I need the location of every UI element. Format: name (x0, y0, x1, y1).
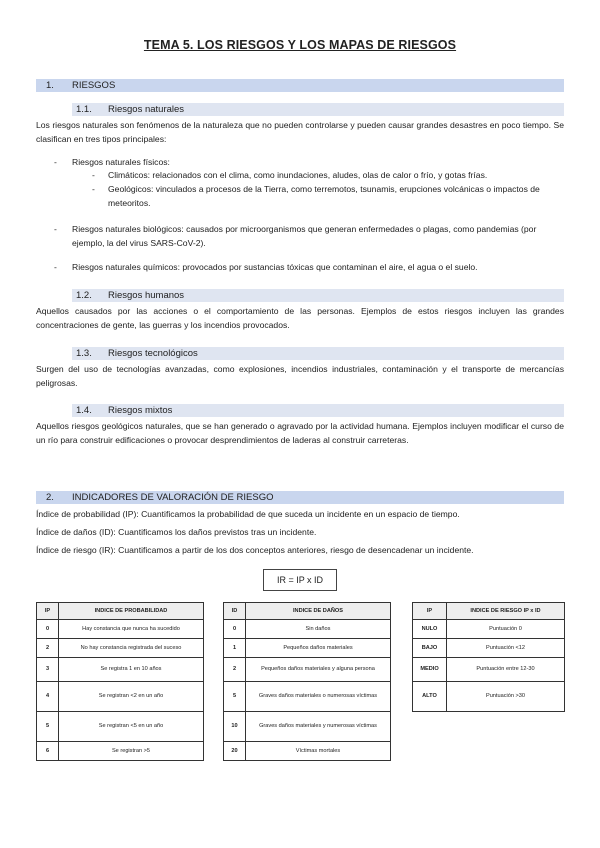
table-row (37, 658, 204, 682)
table-cell: No hay constancia registrada del suceso (59, 639, 204, 658)
bullet-quimicos (54, 261, 564, 275)
subsection-number: 1.4. (76, 405, 92, 416)
subsection-heading-riesgos-humanos (72, 289, 564, 302)
subsection-label: Riesgos naturales (108, 104, 185, 115)
table-cell: Víctimas mortales (246, 742, 391, 761)
table-row (224, 712, 391, 742)
section-label: RIESGOS (72, 80, 116, 91)
subsection-label: Riesgos humanos (108, 290, 185, 301)
table-cell: Puntuación entre 12-30 (447, 658, 565, 682)
section-number: 2. (46, 492, 54, 503)
table-cell: Pequeños daños materiales (246, 639, 391, 658)
mixed-risks-text: Aquellos riesgos geológicos naturales, que se han generado o agravado por la actividad humana. Ejemplos incluyen modificar el curso de un río para construir edificaciones o provocar desprendimientos de laderas al construir carreteras. (36, 421, 564, 445)
table-cell: 5 (224, 682, 246, 712)
table-cell: 0 (224, 620, 246, 639)
subsection-heading-riesgos-naturales (72, 103, 564, 116)
table-cell: 0 (37, 620, 59, 639)
subsection-number: 1.3. (76, 348, 92, 359)
bullet-dash: - (54, 262, 57, 272)
table-cell: Se registra 1 en 10 años (59, 658, 204, 682)
bullet-geologicos (92, 183, 564, 210)
table-cell: 20 (224, 742, 246, 761)
table-cell: Hay constancia que nunca ha sucedido (59, 620, 204, 639)
table-row (224, 639, 391, 658)
subsection-heading-riesgos-tecnologicos (72, 347, 564, 360)
table-cell: Se registran >5 (59, 742, 204, 761)
table-header-row (37, 603, 204, 620)
table-header-cell: ID (224, 603, 246, 620)
table-cell: Puntuación >30 (447, 682, 565, 712)
table-row (413, 658, 565, 682)
table-cell: Se registran <2 en un año (59, 682, 204, 712)
table-cell: 10 (224, 712, 246, 742)
table-row (224, 658, 391, 682)
table-header-cell: INDICE DE RIESGO IP x ID (447, 603, 565, 620)
ip-definition: Índice de probabilidad (IP): Cuantificamos la probabilidad de que suceda un incidente en un espacio de tiempo. (36, 509, 460, 519)
probability-table (36, 602, 204, 761)
table-cell: Graves daños materiales o numerosas víctimas (246, 682, 391, 712)
table-cell: 1 (224, 639, 246, 658)
table-cell: Graves daños materiales y numerosas víctimas (246, 712, 391, 742)
table-cell: Puntuación <12 (447, 639, 565, 658)
table-cell: NULO (413, 620, 447, 639)
table-header-cell: INDICE DE DAÑOS (246, 603, 391, 620)
table-row (413, 639, 565, 658)
bullet-biologicos (54, 223, 564, 250)
table-row (413, 620, 565, 639)
subsection-label: Riesgos mixtos (108, 405, 173, 416)
table-cell: Puntuación 0 (447, 620, 565, 639)
tech-risks-text: Surgen del uso de tecnologías avanzadas, como explosiones, incendios industriales, contaminación y el transporte de mercancías peligrosas. (36, 364, 564, 388)
table-header-row (413, 603, 565, 620)
section-heading-riesgos (36, 79, 564, 92)
table-row (37, 639, 204, 658)
subsection-heading-riesgos-mixtos (72, 404, 564, 417)
section-number: 1. (46, 80, 54, 91)
table-row (224, 682, 391, 712)
risk-table (412, 602, 565, 712)
bullet-dash: - (92, 170, 95, 180)
damage-table (223, 602, 391, 761)
table-cell: 2 (224, 658, 246, 682)
table-header-row (224, 603, 391, 620)
section-label: INDICADORES DE VALORACIÓN DE RIESGO (72, 492, 274, 503)
bullet-climaticos (92, 169, 564, 183)
bullet-fisicos (54, 156, 562, 170)
table-row (224, 742, 391, 761)
ir-definition: Índice de riesgo (IR): Cuantificamos a partir de los dos conceptos anteriores, riesgo de desencadenar un incidente. (36, 545, 474, 555)
table-header-cell: IP (413, 603, 447, 620)
table-cell: 3 (37, 658, 59, 682)
bullet-text: Riesgos naturales físicos: (72, 157, 170, 167)
bullet-text: Riesgos naturales químicos: provocados por sustancias tóxicas que contaminan el aire, el agua o el suelo. (72, 262, 478, 272)
table-row (37, 620, 204, 639)
table-cell: 6 (37, 742, 59, 761)
table-row (413, 682, 565, 712)
table-row (37, 742, 204, 761)
bullet-dash: - (92, 184, 95, 194)
table-cell: 5 (37, 712, 59, 742)
section-heading-indicadores (36, 491, 564, 504)
table-cell: Se registran <5 en un año (59, 712, 204, 742)
table-cell: Sin daños (246, 620, 391, 639)
subsection-number: 1.2. (76, 290, 92, 301)
ir-formula-box: IR = IP x ID (263, 569, 337, 591)
natural-risks-intro: Los riesgos naturales son fenómenos de la naturaleza que no pueden controlarse y pueden causar grandes desastres en poco tiempo. Se clasifican en tres tipos principales: (36, 120, 564, 144)
subsection-label: Riesgos tecnológicos (108, 348, 198, 359)
table-row (37, 682, 204, 712)
table-cell: Pequeños daños materiales y alguna persona (246, 658, 391, 682)
table-cell: 2 (37, 639, 59, 658)
page-title: TEMA 5. LOS RIESGOS Y LOS MAPAS DE RIESGOS (143, 38, 457, 52)
bullet-text: Climáticos: relacionados con el clima, como inundaciones, aludes, olas de calor o frío, y gotas frías. (108, 170, 488, 180)
table-row (224, 620, 391, 639)
table-cell: ALTO (413, 682, 447, 712)
table-cell: 4 (37, 682, 59, 712)
id-definition: Índice de daños (ID): Cuantificamos los daños previstos tras un incidente. (36, 527, 317, 537)
human-risks-text: Aquellos causados por las acciones o el comportamiento de las personas. Ejemplos de estos riesgos incluyen las grandes concentraciones de gente, las guerras y los incendios provocados. (36, 306, 564, 330)
subsection-number: 1.1. (76, 104, 92, 115)
bullet-dash: - (54, 224, 57, 234)
table-row (37, 712, 204, 742)
bullet-text: Geológicos: vinculados a procesos de la Tierra, como terremotos, tsunamis, erupciones volcánicas o impactos de meteoritos. (108, 184, 540, 208)
table-header-cell: INDICE DE PROBABILIDAD (59, 603, 204, 620)
table-header-cell: IP (37, 603, 59, 620)
bullet-text: Riesgos naturales biológicos: causados por microorganismos que generan enfermedades o plagas, como pandemias (por ejemplo, la del virus SARS-CoV-2). (72, 224, 537, 248)
table-cell: MEDIO (413, 658, 447, 682)
bullet-dash: - (54, 157, 57, 167)
table-cell: BAJO (413, 639, 447, 658)
